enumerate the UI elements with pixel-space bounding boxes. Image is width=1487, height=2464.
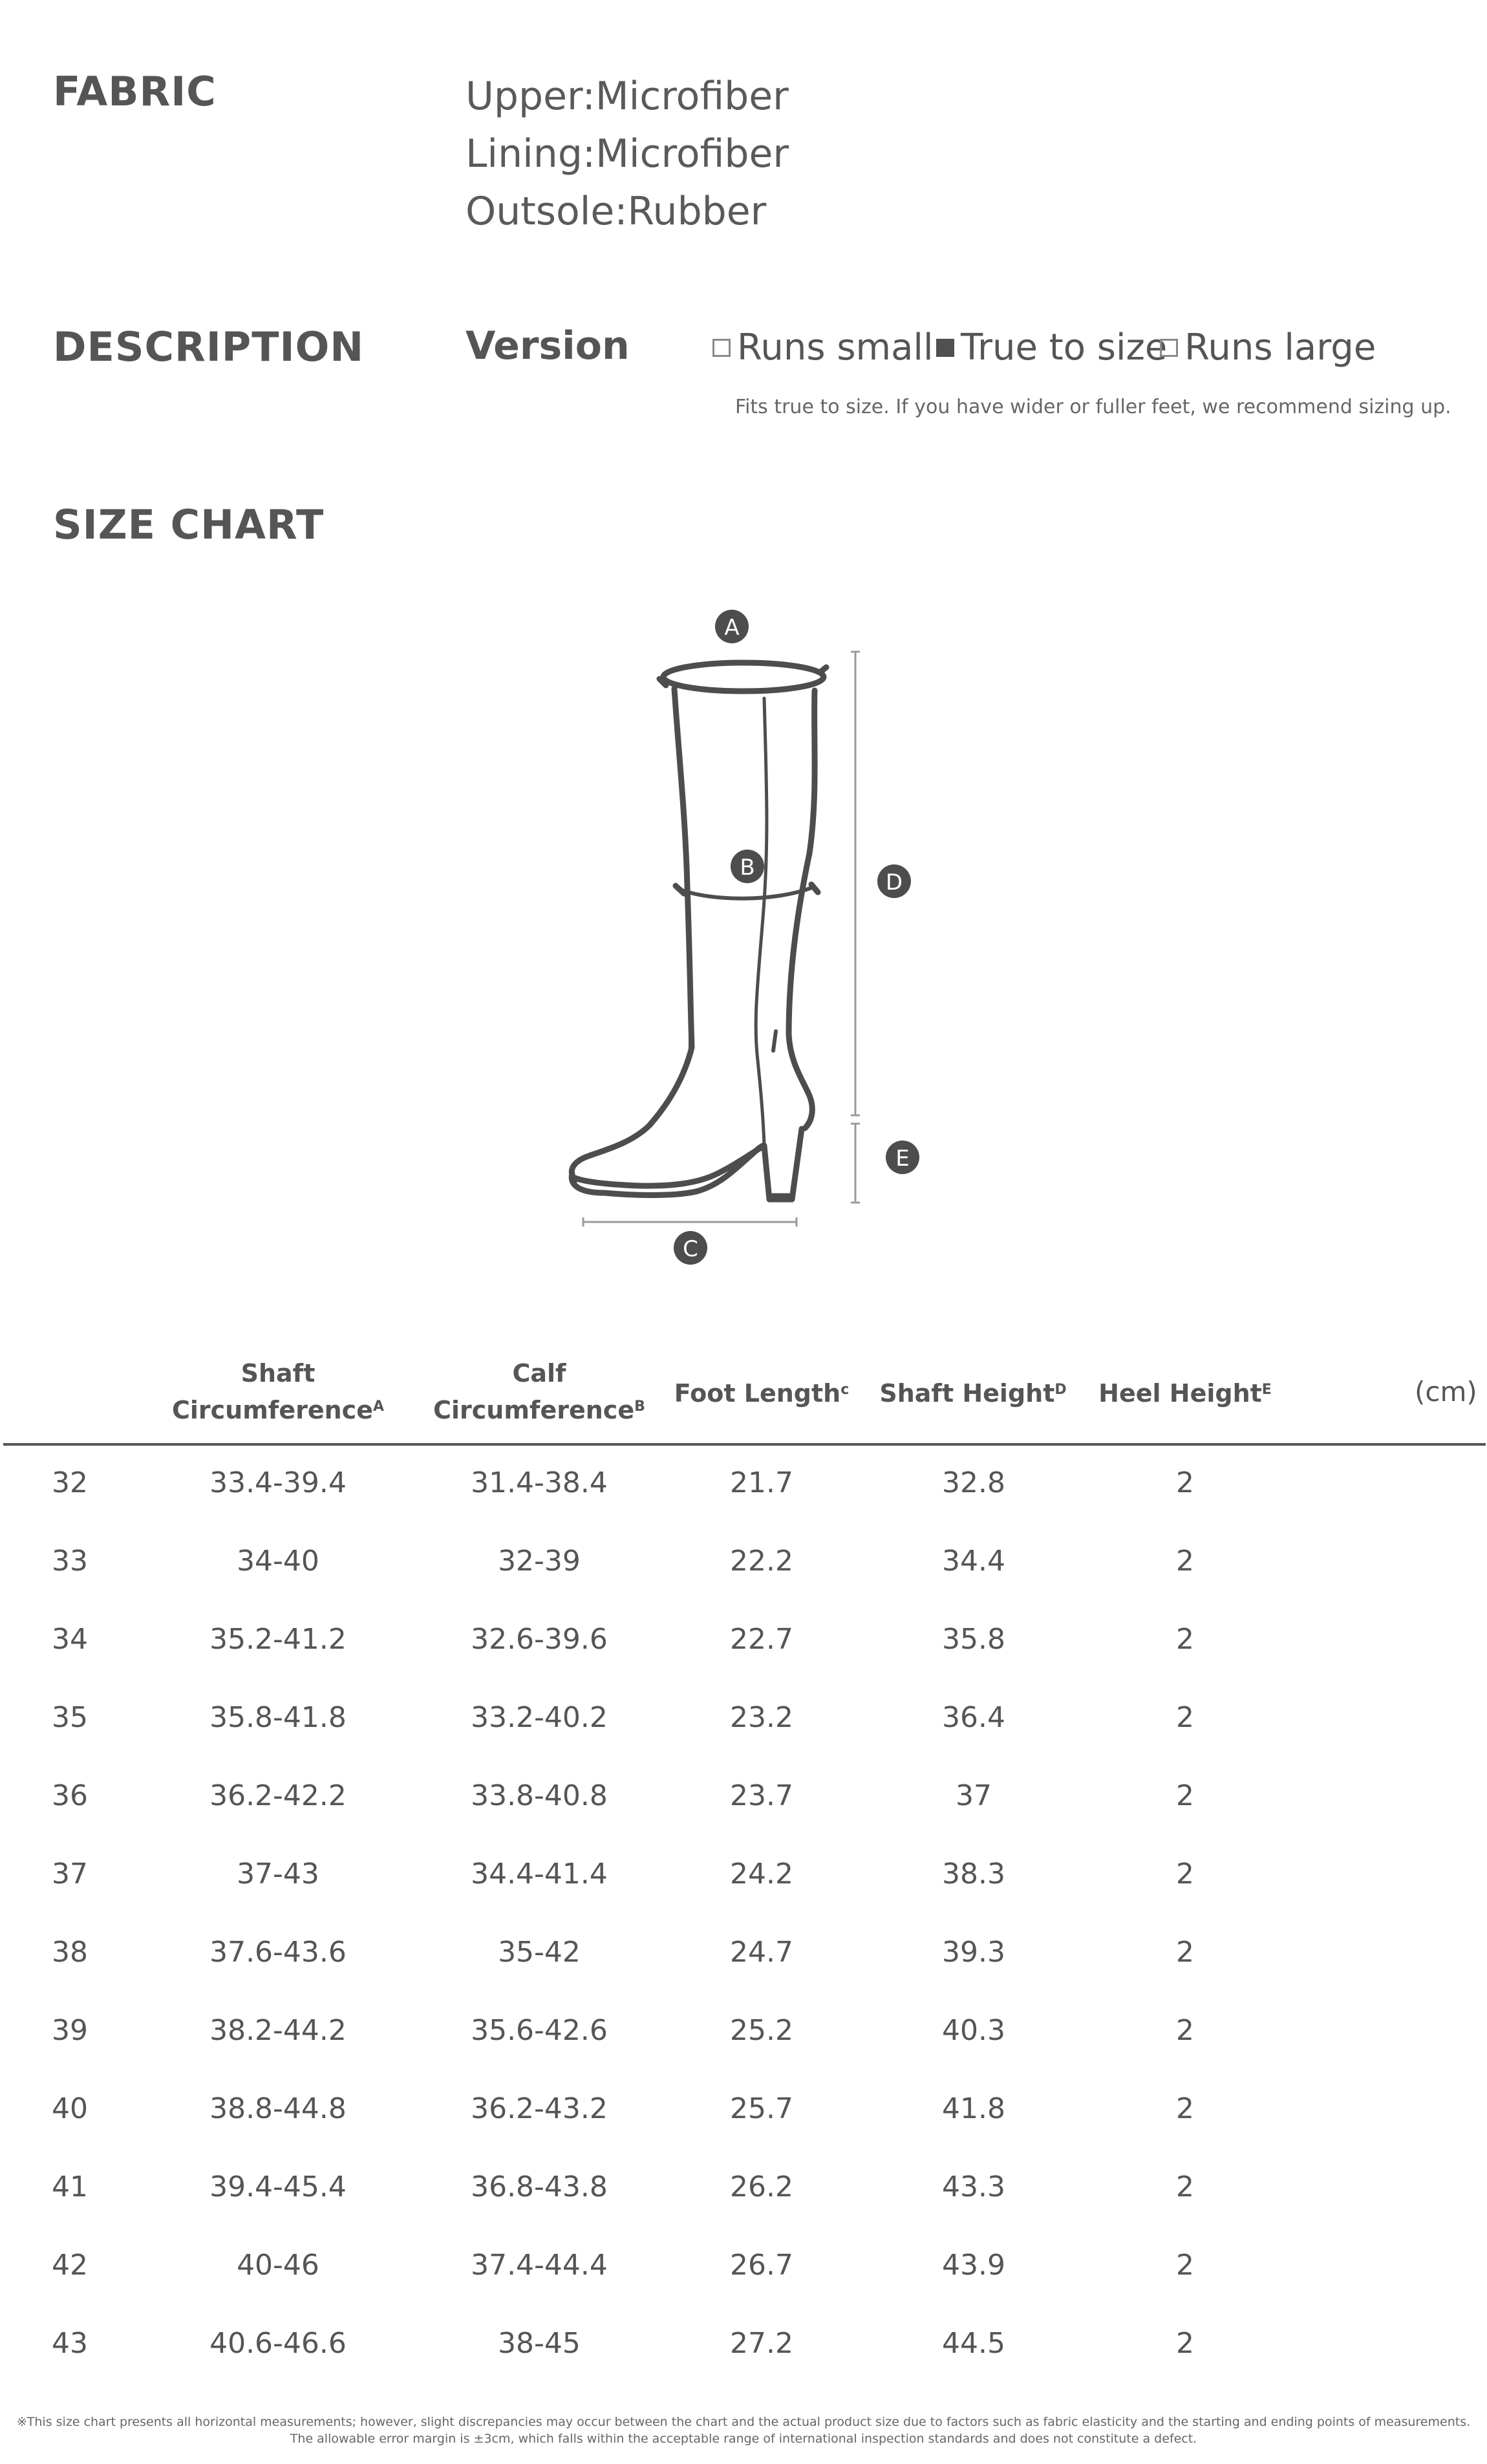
diagram-label-b: B: [740, 855, 755, 881]
table-cell: 22.7: [730, 1623, 793, 1656]
col-sup: E: [1261, 1382, 1272, 1398]
fit-note: Fits true to size. If you have wider or fuller feet, we recommend sizing up.: [735, 396, 1451, 418]
col-sup: B: [634, 1398, 645, 1415]
table-cell: 38-45: [498, 2327, 581, 2360]
table-cell: 38.8-44.8: [209, 2092, 347, 2125]
footnote-line-1: ※This size chart presents all horizontal measurements; however, slight discrepancies may occur between the chart and the actual product size due to factors such as fabric elasticity and the starting and ending points of measurements.: [16, 2415, 1471, 2429]
table-cell: 2: [1176, 1466, 1194, 1499]
unit-label: (cm): [1415, 1376, 1477, 1408]
size-cell: 33: [52, 1545, 88, 1578]
fabric-lining: Lining:Microfiber: [465, 131, 789, 177]
table-cell: 32.8: [942, 1466, 1005, 1499]
size-cell: 42: [52, 2249, 88, 2282]
col-line2: Shaft Height: [879, 1379, 1055, 1408]
table-cell: 36.2-42.2: [209, 1779, 347, 1812]
table-cell: 2: [1176, 1858, 1194, 1891]
table-cell: 39.4-45.4: [209, 2170, 347, 2203]
table-cell: 40.6-46.6: [209, 2327, 347, 2360]
col-line1: Shaft: [241, 1359, 316, 1387]
table-cell: 33.8-40.8: [471, 1779, 608, 1812]
table-cell: 2: [1176, 2327, 1194, 2360]
table-cell: 26.7: [730, 2249, 793, 2282]
table-cell: 24.2: [730, 1858, 793, 1891]
diagram-label-d: D: [885, 870, 903, 895]
diagram-label-a: A: [724, 615, 740, 641]
table-cell: 35.8-41.8: [209, 1701, 347, 1734]
table-cell: 40.3: [942, 2014, 1005, 2047]
size-cell: 32: [52, 1466, 88, 1499]
option-label: True to size: [961, 327, 1168, 369]
table-cell: 31.4-38.4: [471, 1466, 608, 1499]
col-sup: D: [1054, 1382, 1067, 1398]
table-cell: 2: [1176, 2014, 1194, 2047]
size-chart-heading: SIZE CHART: [53, 501, 325, 548]
table-cell: 35.8: [942, 1623, 1005, 1656]
table-cell: 21.7: [730, 1466, 793, 1499]
table-cell: 23.7: [730, 1779, 793, 1812]
table-cell: 34.4: [942, 1545, 1005, 1578]
table-cell: 41.8: [942, 2092, 1005, 2125]
description-heading: DESCRIPTION: [53, 323, 365, 370]
option-label: Runs small: [737, 327, 934, 369]
table-cell: 2: [1176, 1779, 1194, 1812]
table-cell: 2: [1176, 1936, 1194, 1969]
size-cell: 38: [52, 1936, 88, 1969]
fabric-upper: Upper:Microfiber: [465, 74, 789, 119]
diagram-label-c: C: [683, 1236, 698, 1262]
table-cell: 37.4-44.4: [471, 2249, 608, 2282]
table-cell: 24.7: [730, 1936, 793, 1969]
size-cell: 34: [52, 1623, 88, 1656]
fabric-heading: FABRIC: [53, 68, 217, 115]
table-cell: 32.6-39.6: [471, 1623, 608, 1656]
col-line2: Heel Height: [1098, 1379, 1262, 1408]
table-cell: 26.2: [730, 2170, 793, 2203]
table-cell: 2: [1176, 1623, 1194, 1656]
col-line2: Circumference: [433, 1396, 635, 1424]
size-cell: 40: [52, 2092, 88, 2125]
table-cell: 37: [956, 1779, 992, 1812]
table-cell: 35.6-42.6: [471, 2014, 608, 2047]
table-cell: 43.3: [942, 2170, 1005, 2203]
table-cell: 37.6-43.6: [209, 1936, 347, 1969]
table-cell: 2: [1176, 1545, 1194, 1578]
size-cell: 43: [52, 2327, 88, 2360]
table-cell: 33.2-40.2: [471, 1701, 608, 1734]
table-cell: 34-40: [237, 1545, 319, 1578]
col-shaft-circumference: [149, 1356, 407, 1427]
table-cell: 38.2-44.2: [209, 2014, 347, 2047]
table-cell: 22.2: [730, 1545, 793, 1578]
size-cell: 37: [52, 1858, 88, 1891]
table-cell: 36.8-43.8: [471, 2170, 608, 2203]
table-cell: 34.4-41.4: [471, 1858, 608, 1891]
footnote-line-2: The allowable error margin is ±3cm, which falls within the acceptable range of international inspection standards and does not constitute a defect.: [290, 2432, 1197, 2446]
size-cell: 36: [52, 1779, 88, 1812]
col-foot-length: [658, 1373, 865, 1410]
table-cell: 25.2: [730, 2014, 793, 2047]
col-sup: A: [372, 1398, 385, 1415]
col-line1: Calf: [512, 1359, 566, 1387]
table-divider: [3, 1443, 1486, 1446]
table-cell: 39.3: [942, 1936, 1005, 1969]
table-cell: 38.3: [942, 1858, 1005, 1891]
table-cell: 44.5: [942, 2327, 1005, 2360]
table-cell: 27.2: [730, 2327, 793, 2360]
table-cell: 23.2: [730, 1701, 793, 1734]
table-cell: 2: [1176, 2092, 1194, 2125]
col-line2: Circumference: [171, 1396, 373, 1424]
col-shaft-height: [870, 1373, 1076, 1410]
table-cell: 36.2-43.2: [471, 2092, 608, 2125]
table-cell: 35.2-41.2: [209, 1623, 347, 1656]
table-cell: 40-46: [237, 2249, 319, 2282]
col-line2: Foot Length: [674, 1379, 841, 1408]
option-label: Runs large: [1184, 327, 1376, 369]
table-cell: 2: [1176, 2170, 1194, 2203]
table-cell: 25.7: [730, 2092, 793, 2125]
table-cell: 37-43: [237, 1858, 319, 1891]
col-sup: c: [840, 1382, 850, 1398]
table-cell: 43.9: [942, 2249, 1005, 2282]
table-cell: 36.4: [942, 1701, 1005, 1734]
col-calf-circumference: [410, 1356, 669, 1427]
diagram-label-e: E: [895, 1146, 910, 1172]
size-cell: 41: [52, 2170, 88, 2203]
fabric-outsole: Outsole:Rubber: [465, 189, 767, 234]
size-cell: 39: [52, 2014, 88, 2047]
col-heel-height: [1082, 1373, 1289, 1410]
table-cell: 2: [1176, 2249, 1194, 2282]
table-cell: 33.4-39.4: [209, 1466, 347, 1499]
table-cell: 32-39: [498, 1545, 581, 1578]
version-label: Version: [465, 323, 630, 369]
table-cell: 35-42: [498, 1936, 581, 1969]
table-cell: 2: [1176, 1701, 1194, 1734]
size-cell: 35: [52, 1701, 88, 1734]
